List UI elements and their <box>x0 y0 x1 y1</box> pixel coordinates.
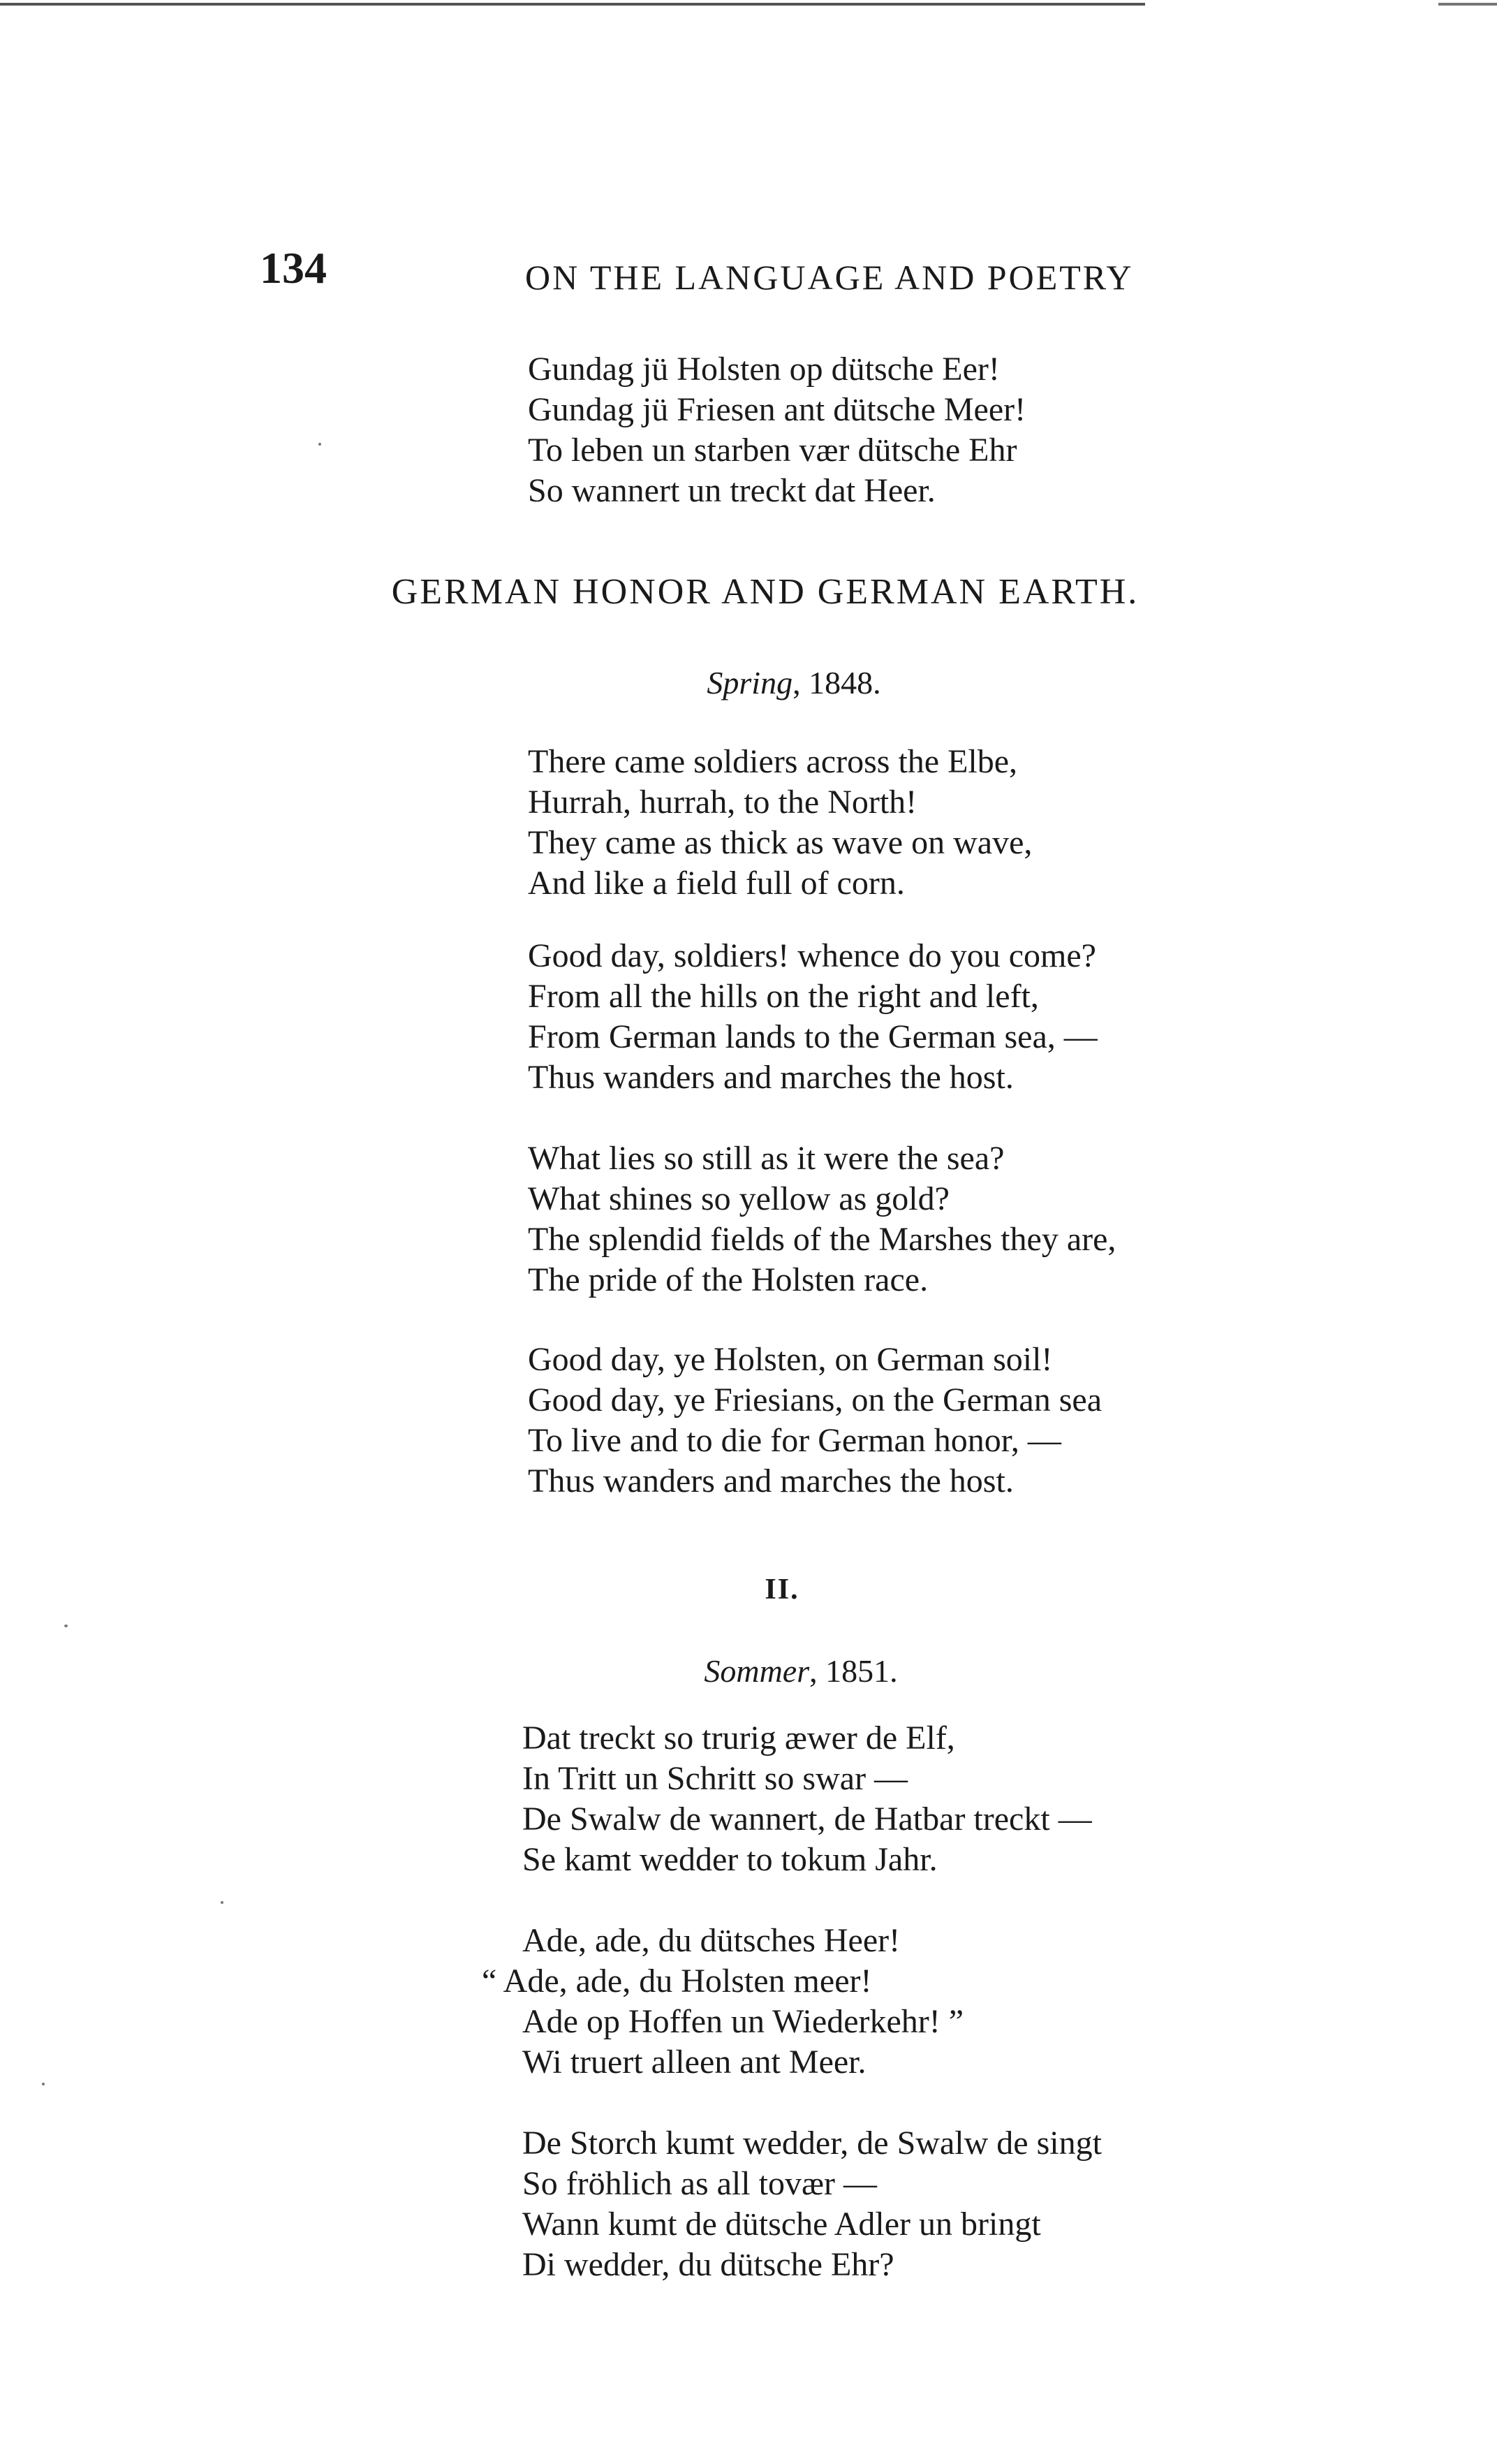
page-number: 134 <box>260 243 327 293</box>
part1-stanza-1 <box>528 742 1032 904</box>
verse-line: To live and to die for German honor, — <box>528 1422 1061 1459</box>
part2-stanza-1 <box>522 1718 1092 1880</box>
verse-line: Wi truert alleen ant Meer. <box>522 2044 867 2081</box>
verse-line: To leben un starben vær dütsche Ehr <box>528 432 1017 469</box>
verse-line: De Swalw de wannert, de Hatbar treckt — <box>522 1801 1092 1838</box>
verse-line: There came soldiers across the Elbe, <box>528 743 1018 780</box>
speck <box>64 1625 68 1627</box>
part1-stanza-4 <box>528 1340 1102 1502</box>
poem-title: GERMAN HONOR AND GERMAN EARTH. <box>391 572 1140 612</box>
verse-line: Ade, ade, du dütsches Heer! <box>522 1922 901 1959</box>
top-edge-rule <box>0 3 1145 6</box>
speck <box>318 443 321 446</box>
part1-stanza-2 <box>528 936 1098 1098</box>
verse-line: De Storch kumt wedder, de Swalw de singt <box>522 2125 1102 2162</box>
verse-line: And like a field full of corn. <box>528 865 905 902</box>
running-title: ON THE LANGUAGE AND POETRY <box>525 258 1134 297</box>
verse-line: So wannert un treckt dat Heer. <box>528 472 936 509</box>
verse-line: Wann kumt de dütsche Adler un bringt <box>522 2206 1041 2243</box>
top-edge-rule-right <box>1438 3 1497 6</box>
verse-line: “ Ade, ade, du Holsten meer! <box>482 1963 872 2000</box>
verse-line: Hurrah, hurrah, to the North! <box>528 784 917 821</box>
part2-date-year: , 1851. <box>809 1653 898 1689</box>
verse-line: Good day, ye Holsten, on German soil! <box>528 1341 1053 1378</box>
verse-line: Se kamt wedder to tokum Jahr. <box>522 1841 938 1878</box>
verse-line: What shines so yellow as gold? <box>528 1180 950 1217</box>
verse-line: In Tritt un Schritt so swar — <box>522 1760 908 1797</box>
verse-line: They came as thick as wave on wave, <box>528 824 1033 861</box>
verse-line: Gundag jü Holsten op dütsche Eer! <box>528 351 1000 388</box>
verse-line: Thus wanders and marches the host. <box>528 1059 1014 1096</box>
part2-stanza-3 <box>522 2123 1102 2285</box>
part1-date-season: Spring <box>707 665 793 701</box>
part2-stanza-2 <box>482 1921 964 2083</box>
verse-line: What lies so still as it were the sea? <box>528 1140 1005 1177</box>
part2-dateline <box>0 1655 1497 1687</box>
verse-line: From all the hills on the right and left, <box>528 978 1039 1015</box>
part2-date-season: Sommer <box>704 1653 810 1689</box>
verse-line: Di wedder, du dütsche Ehr? <box>522 2246 894 2283</box>
speck <box>221 1901 223 1904</box>
speck <box>42 2083 45 2085</box>
verse-line: Ade op Hoffen un Wiederkehr! ” <box>522 2003 964 2040</box>
verse-line: Good day, soldiers! whence do you come? <box>528 937 1096 974</box>
verse-line: From German lands to the German sea, — <box>528 1018 1098 1055</box>
verse-line: The splendid fields of the Marshes they are, <box>528 1221 1116 1258</box>
part1-dateline <box>0 667 1497 699</box>
verse-line: Good day, ye Friesians, on the German sea <box>528 1381 1102 1418</box>
part-number: II. <box>765 1574 799 1606</box>
verse-line: Gundag jü Friesen ant dütsche Meer! <box>528 391 1026 428</box>
opening-stanza <box>528 349 1026 511</box>
verse-line: Thus wanders and marches the host. <box>528 1462 1014 1499</box>
part1-stanza-3 <box>528 1138 1116 1300</box>
part1-date-year: , 1848. <box>792 665 881 701</box>
verse-line: The pride of the Holsten race. <box>528 1261 929 1298</box>
verse-line: Dat treckt so trurig æwer de Elf, <box>522 1719 955 1757</box>
verse-line: So fröhlich as all tovær — <box>522 2165 877 2202</box>
